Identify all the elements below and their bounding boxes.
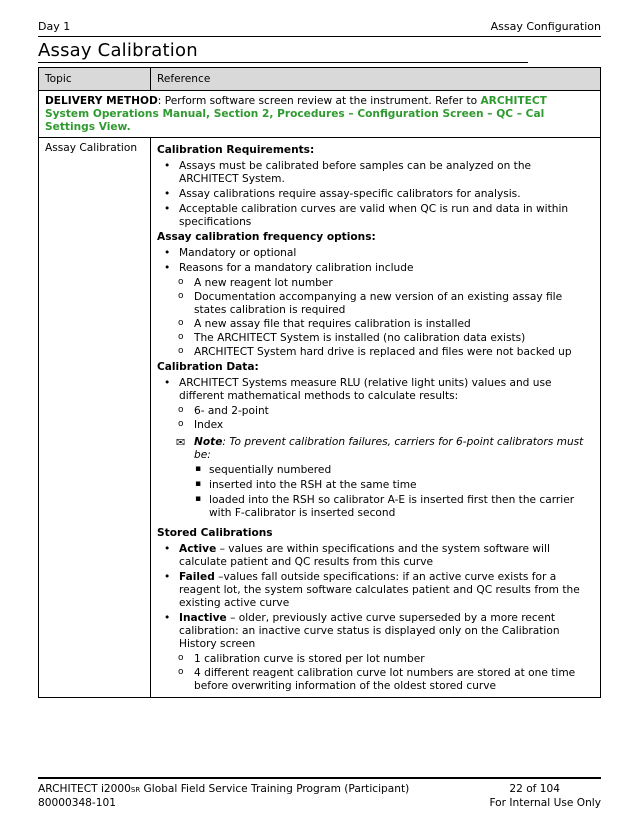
table-header-row [39,68,601,91]
status-term-inactive: Inactive [179,612,227,624]
calibration-data-list [157,377,594,403]
footer-rule [38,777,601,779]
carrier-rules-list [157,464,594,520]
delivery-label: DELIVERY METHOD [45,95,158,107]
footer-program: ARCHITECT i2000SR Global Field Service Training Program (Participant) [38,783,410,795]
status-term-active: Active [179,543,217,555]
list-item: • Acceptable calibration curves are valid when QC is run and data in within specifications [157,203,594,229]
calibration-requirements-heading: Calibration Requirements: [157,144,315,156]
delivery-text: : Perform software screen review at the instrument. Refer to [157,95,481,107]
list-item: o Documentation accompanying a new version of an existing assay file states calibration is required [157,291,594,317]
list-item: ▪ sequentially numbered [157,464,594,477]
list-item: o A new assay file that requires calibration is installed [157,318,594,331]
requirements-list [157,160,594,229]
list-item: • Assay calibrations require assay-specific calibrators for analysis. [157,188,594,201]
list-item: o 6- and 2-point [157,405,594,418]
list-item: o The ARCHITECT System is installed (no calibration data exists) [157,332,594,345]
list-item: ▪ loaded into the RSH so calibrator A-E is inserted first then the carrier with F-calibrator is inserted second [157,494,594,520]
table-row [39,138,601,698]
list-item: • Mandatory or optional [157,247,594,260]
list-item: • ARCHITECT Systems measure RLU (relative light units) values and use different mathematical methods to calculate results: [157,377,594,403]
page-title: Assay Calibration [38,40,198,61]
reference-table [38,67,601,698]
list-item: o 4 different reagent calibration curve lot numbers are stored at one time before overwriting information of the oldest stored curve [157,667,594,693]
footer-restriction: For Internal Use Only [489,797,601,809]
list-item [157,612,594,651]
status-desc-active: – values are within specifications and the system software will calculate patient and QC results from this curve [179,543,550,568]
delivery-method-cell [39,91,601,138]
list-item: o Index [157,419,594,432]
mandatory-reasons-list [157,277,594,359]
storage-rules-list [157,653,594,693]
stored-calibrations-heading: Stored Calibrations [157,527,273,539]
header-rule [38,36,601,37]
list-item: o ARCHITECT System hard drive is replaced and files were not backed up [157,346,594,359]
reference-cell [151,138,601,698]
note-block [157,436,594,462]
stored-calibrations-list [157,543,594,651]
calibration-data-heading: Calibration Data: [157,361,259,373]
frequency-options-heading: Assay calibration frequency options: [157,231,376,243]
delivery-row [39,91,601,138]
col-reference-header: Reference [151,68,601,91]
topic-cell: Assay Calibration [39,138,151,698]
title-rule [38,62,528,63]
calibration-methods-list [157,405,594,432]
status-term-failed: Failed [179,571,215,583]
note-label: Note [194,436,223,448]
list-item: o 1 calibration curve is stored per lot number [157,653,594,666]
footer-doc-number: 80000348-101 [38,797,116,809]
status-desc-failed: –values fall outside specifications: if an active curve exists for a reagent lot, the system software calculates patient and QC results from the existing active curve [179,571,580,609]
col-topic-header: Topic [39,68,151,91]
envelope-icon: ✉ [176,436,186,449]
header-day: Day 1 [38,20,71,33]
list-item: • Assays must be calibrated before samples can be analyzed on the ARCHITECT System. [157,160,594,186]
list-item: o A new reagent lot number [157,277,594,290]
list-item [157,543,594,569]
footer-page-number: 22 of 104 [509,783,560,795]
status-desc-inactive: – older, previously active curve superseded by a more recent calibration: an inactive curve status is displayed only on the Calibration History screen [179,612,560,650]
manual-reference-link[interactable]: ARCHITECT System Operations Manual, Section 2, Procedures – Configuration Screen – QC – Cal Settings View. [45,95,547,133]
header-section: Assay Configuration [490,20,601,33]
list-item: ▪ inserted into the RSH at the same time [157,479,594,492]
list-item [157,571,594,610]
note-text: : To prevent calibration failures, carriers for 6-point calibrators must be: [194,436,584,461]
list-item: • Reasons for a mandatory calibration include [157,262,594,275]
frequency-list [157,247,594,275]
